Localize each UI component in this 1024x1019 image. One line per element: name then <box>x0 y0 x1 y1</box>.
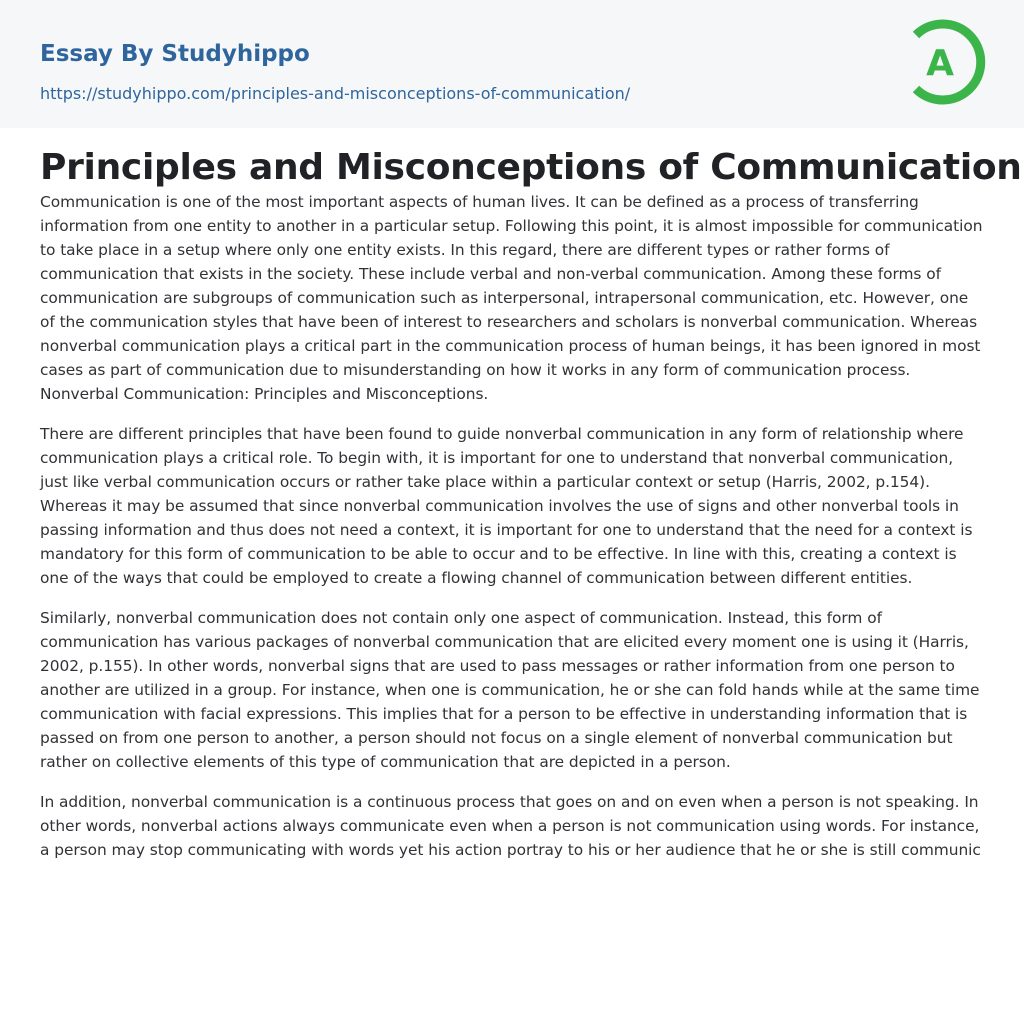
studyhippo-logo-icon[interactable] <box>904 18 988 106</box>
article-paragraph: Similarly, nonverbal communication does not contain only one aspect of communication. Instead, this form of communication has various packages of nonverbal communication that are elicited every moment one is using it (Harris, 2002, p.155). In other words, nonverbal signs that are used to pass messages or rather information from one person to another are utilized in a group. For instance, when one is communication, he or she can fold hands while at the same time communication with facial expressions. This implies that for a person to be effective in understanding information that is passed on from one person to another, a person should not focus on a single element of nonverbal communication but rather on collective elements of this type of communication that are depicted in a person. <box>40 609 980 771</box>
source-url-link[interactable]: https://studyhippo.com/principles-and-misconceptions-of-communication/ <box>40 84 631 103</box>
logo-letter: A <box>926 43 954 84</box>
article-paragraph: There are different principles that have been found to guide nonverbal communication in any form of relationship where communication plays a critical role. To begin with, it is important for one to understand that nonverbal communication, just like verbal communication occurs or rather take place within a particular context or setup (Harris, 2002, p.154). Whereas it may be assumed that since nonverbal communication involves the use of signs and other nonverbal tools in passing information and thus does not need a context, it is important for one to understand that the need for a context is mandatory for this form of communication to be able to occur and to be effective. In line with this, creating a context is one of the ways that could be employed to create a flowing channel of communication between different entities. <box>40 425 973 587</box>
article-paragraph: Communication is one of the most important aspects of human lives. It can be defined as a process of transferring information from one entity to another in a particular setup. Following this point, it is almost impossible for communication to take place in a setup where only one entity exists. In this regard, there are different types or rather forms of communication that exists in the society. These include verbal and non-verbal communication. Among these forms of communication are subgroups of communication such as interpersonal, intrapersonal communication, etc. However, one of the communication styles that have been of interest to researchers and scholars is nonverbal communication. Whereas nonverbal communication plays a critical part in the communication process of human beings, it has been ignored in most cases as part of communication due to misunderstanding on how it works in any form of communication process. Nonverbal Communication: Principles and Misconceptions. <box>40 193 983 403</box>
site-header <box>0 0 1024 128</box>
article-paragraph: In addition, nonverbal communication is a continuous process that goes on and on even when a person is not speaking. In other words, nonverbal actions always communicate even when a person is not communication using words. For instance, a person may stop communicating with words yet his action portray to his or her audience that he or she is still communic <box>40 793 981 859</box>
site-brand[interactable]: Essay By Studyhippo <box>40 41 310 67</box>
page-title: Principles and Misconceptions of Communication <box>40 147 1022 188</box>
article <box>0 128 1024 862</box>
